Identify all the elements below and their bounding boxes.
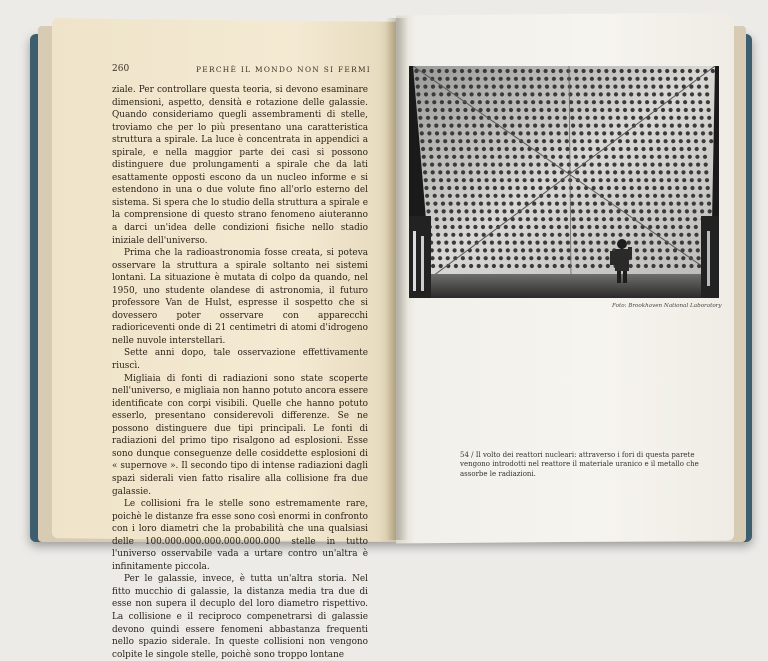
reactor-wall-photo xyxy=(409,66,719,298)
running-title: PERCHÈ IL MONDO NON SI FERMI xyxy=(196,65,372,74)
paragraph: Migliaia di fonti di radiazioni sono state scoperte nell'universo, e migliaia non hanno potuto ancora essere identificate con corpi visibili. Quelle che hanno potuto esserlo, presentano considerevoli differenze. Se ne possono distinguere due tipi principali. Le fonti di radiazioni del primo tipo risalgono ad esplosioni. Esse sono dunque conseguenze delle cosiddette esplosioni di « supernove ». Il secondo tipo di intense radiazioni dagli spazi siderali vien fatto risalire alla collisione fra due galassie. xyxy=(112,373,368,497)
figure-caption: 54 / Il volto dei reattori nucleari: attraverso i fori di questa parete vengono introdotti nel reattore il materiale uranico e il metallo che assorbe le radiazioni. xyxy=(460,451,699,478)
paragraph: Le collisioni fra le stelle sono estremamente rare, poichè le distanze fra esse sono così enormi in confronto con i loro diametri che la probabilità che una qualsiasi delle 100.000.000.000.000.000.000 stelle in tutto l'universo osservabile vada a urtare contro un'altra è infinitamente piccola. xyxy=(112,499,368,572)
page-number: 260 xyxy=(112,64,130,74)
reactor-wall-illustration xyxy=(409,66,719,298)
paragraph: ziale. Per controllare questa teoria, si devono esaminare dimensioni, aspetto, densità e rotazione delle galassie. Quando consideriamo quegli assembramenti di stelle, troviamo che per lo più presentano una caratteristica struttura a spirale. La luce è concentrata in appendici a spirale, e nella maggior parte dei casi si possono distinguere due prolungamenti a spirale che da lati esattamente opposti escono da un nucleo informe e si estendono in una o due volute fino all'orlo esterno del sistema. Si spera che lo studio della struttura a spirale e la comprensione di questo strano fenomeno aiuteranno a darci un'idea delle condizioni fisiche nello stadio iniziale dell'universo. xyxy=(112,85,368,246)
paragraph: Prima che la radioastronomia fosse creata, si poteva osservare la struttura a spirale soltanto nei sistemi lontani. La situazione è mutata di colpo da quando, nel 1950, uno studente olandese di astronomia, il futuro professore Van de Hulst, espresse il sospetto che si dovessero poter osservare con apparecchi radioriceventi onde di 21 centimetri di atomi d'idrogeno nelle nuvole interstellari. xyxy=(112,248,368,346)
paragraph: Per le galassie, invece, è tutta un'altra storia. Nel fitto mucchio di galassie, la distanza media tra due di esse non supera il decuplo del loro diametro rispettivo. La collisione e il reciproco compenetrarsi di galassie devono quindi essere fenomeni abbastanza frequenti nello spazio siderale. In queste collisioni non vengono colpite le singole stelle, poichè sono troppo lontane xyxy=(112,574,368,660)
photo-credit: Foto: Brookhaven National Laboratory xyxy=(612,303,722,309)
book-gutter xyxy=(386,18,408,540)
left-page-body xyxy=(112,84,368,661)
paragraph: Sette anni dopo, tale osservazione effettivamente riuscì. xyxy=(112,348,368,372)
floor xyxy=(409,274,719,298)
